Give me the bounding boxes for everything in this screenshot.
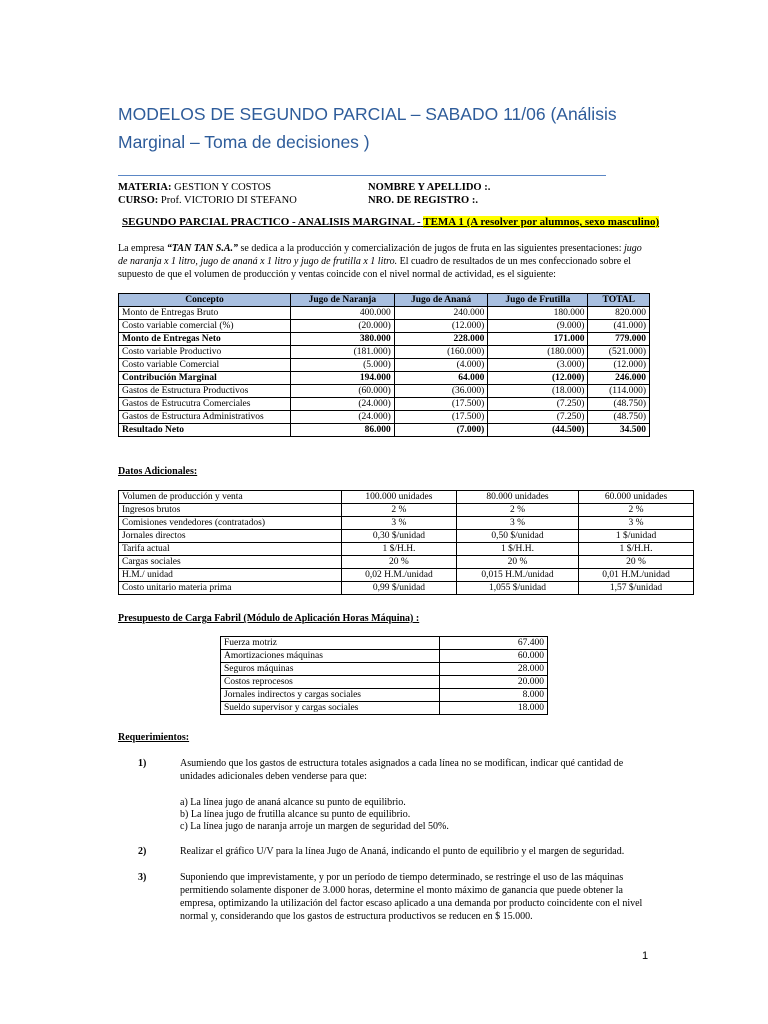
value-cell: 34.500 [588,424,650,437]
label-cell: Comisiones vendedores (contratados) [119,517,342,530]
materia-label: MATERIA: [118,182,172,193]
value-cell: 80.000 unidades [456,491,578,504]
intro-text-1: La empresa [118,243,167,254]
value-cell: (9.000) [488,320,588,333]
value-cell: 1 $/H.H. [456,543,578,556]
table-row [119,359,650,372]
value-cell: (160.000) [394,346,488,359]
table-row [221,650,548,663]
table-row [221,637,548,650]
value-cell: (12.000) [488,372,588,385]
concept-cell: Costo variable Comercial [119,359,291,372]
table-row [119,411,650,424]
value-cell: 171.000 [488,333,588,346]
nombre-label: NOMBRE Y APELLIDO :. [368,182,491,193]
value-cell: (20.000) [291,320,395,333]
value-cell: 1,055 $/unidad [456,582,578,595]
value-cell: 380.000 [291,333,395,346]
value-cell: 240.000 [394,307,488,320]
table-row [119,530,694,543]
req-text: Realizar el gráfico U/V para la línea Jugo de Ananá, indicando el punto de equilibrio y el margen de seguridad. [180,846,625,857]
value-cell: 1,57 $/unidad [579,582,694,595]
label-cell: Seguros máquinas [221,663,440,676]
value-cell: (18.000) [488,385,588,398]
materia-line [118,181,271,194]
concept-cell: Costo variable comercial (%) [119,320,291,333]
subtitle-highlight: TEMA 1 (A resolver por alumnos, sexo masculino) [423,216,660,228]
table-row [119,333,650,346]
datos-table [118,490,694,595]
concept-cell: Gastos de Estructura Administrativos [119,411,291,424]
value-cell: 20 % [342,556,457,569]
amount-cell: 8.000 [440,689,548,702]
value-cell: 0,50 $/unidad [456,530,578,543]
table-row [221,702,548,715]
value-cell: (521.000) [588,346,650,359]
table-row [119,491,694,504]
page-number: 1 [642,950,649,962]
table-row [221,663,548,676]
presupuesto-table [220,636,548,715]
results-header-row [119,294,650,307]
value-cell: (12.000) [394,320,488,333]
concept-cell: Contribución Marginal [119,372,291,385]
intro-text-2: se dedica a la producción y comercialización de jugos de fruta en las siguientes presentaciones: [238,243,624,254]
label-cell: Costos reprocesos [221,676,440,689]
value-cell: 20 % [456,556,578,569]
label-cell: H.M./ unidad [119,569,342,582]
table-row [119,398,650,411]
value-cell: 1 $/H.H. [342,543,457,556]
value-cell: 820.000 [588,307,650,320]
req-subitem: a) La línea jugo de ananá alcance su punto de equilibrio. [180,797,406,808]
header-cell: Jugo de Ananá [394,294,488,307]
header-cell: TOTAL [588,294,650,307]
value-cell: (24.000) [291,411,395,424]
value-cell: 2 % [342,504,457,517]
curso-label: CURSO: [118,195,159,206]
value-cell: 100.000 unidades [342,491,457,504]
table-row [119,569,694,582]
value-cell: 0,99 $/unidad [342,582,457,595]
req-number: 3) [138,872,147,883]
value-cell: 246.000 [588,372,650,385]
table-row [119,517,694,530]
header-cell: Jugo de Naranja [291,294,395,307]
amount-cell: 28.000 [440,663,548,676]
value-cell: 1 $/unidad [579,530,694,543]
product-list: jugo de naranja x 1 litro, jugo de ananá x 1 litro y jugo de frutilla x 1 litro. [118,243,642,267]
value-cell: 1 $/H.H. [579,543,694,556]
amount-cell: 67.400 [440,637,548,650]
value-cell: (114.000) [588,385,650,398]
value-cell: (5.000) [291,359,395,372]
req-text: Asumiendo que los gastos de estructura totales asignados a cada línea no se modifican, indicar qué cantidad de unidades adicionales deben venderse para que: [180,758,624,782]
table-row [119,543,694,556]
label-cell: Tarifa actual [119,543,342,556]
title-divider [118,175,606,176]
table-row [119,346,650,359]
company-name: “TAN TAN S.A.” [166,243,239,254]
table-row [221,676,548,689]
curso-line [118,194,297,207]
value-cell: 20 % [579,556,694,569]
value-cell: 228.000 [394,333,488,346]
value-cell: 194.000 [291,372,395,385]
intro-paragraph [118,242,650,281]
value-cell: 0,01 H.M./unidad [579,569,694,582]
req-text: Suponiendo que imprevistamente, y por un período de tiempo determinado, se restringe el uso de las máquinas permitiendo solamente disponer de 3.000 horas, determine el monto máximo de ganancia que puede obtener la empresa, optimizando la utilización del factor escaso aplicado a una demanda por producto coincidente con el nivel normal y, considerando que los gastos de estructura productivos se reducen en $ 15.000. [180,872,643,922]
label-cell: Sueldo supervisor y cargas sociales [221,702,440,715]
amount-cell: 60.000 [440,650,548,663]
value-cell: (17.500) [394,411,488,424]
header-cell: Concepto [119,294,291,307]
value-cell: (181.000) [291,346,395,359]
value-cell: (24.000) [291,398,395,411]
results-table [118,293,650,437]
label-cell: Fuerza motriz [221,637,440,650]
page-title: MODELOS DE SEGUNDO PARCIAL – SABADO 11/06 (Análisis Marginal – Toma de decisiones ) [118,104,617,152]
value-cell: 0,015 H.M./unidad [456,569,578,582]
value-cell: 60.000 unidades [579,491,694,504]
label-cell: Jornales directos [119,530,342,543]
value-cell: 3 % [342,517,457,530]
value-cell: 400.000 [291,307,395,320]
table-row [119,424,650,437]
req-subitem: b) La línea jugo de frutilla alcance su punto de equilibrio. [180,809,411,820]
value-cell: (44.500) [488,424,588,437]
label-cell: Costo unitario materia prima [119,582,342,595]
curso-value: Prof. VICTORIO DI STEFANO [160,195,297,206]
table-row [119,385,650,398]
label-cell: Ingresos brutos [119,504,342,517]
concept-cell: Monto de Entregas Neto [119,333,291,346]
header-cell: Jugo de Frutilla [488,294,588,307]
concept-cell: Gastos de Estrucutra Comerciales [119,398,291,411]
value-cell: 3 % [456,517,578,530]
value-cell: (36.000) [394,385,488,398]
value-cell: 3 % [579,517,694,530]
subtitle-main: SEGUNDO PARCIAL PRACTICO - ANALISIS MARGINAL - [122,216,421,228]
table-row [119,320,650,333]
value-cell: (60.000) [291,385,395,398]
value-cell: 779.000 [588,333,650,346]
value-cell: (48.750) [588,411,650,424]
value-cell: (12.000) [588,359,650,372]
exam-subtitle [122,216,659,228]
concept-cell: Gastos de Estructura Productivos [119,385,291,398]
presupuesto-title: Presupuesto de Carga Fabril (Módulo de Aplicación Horas Máquina) : [118,613,420,624]
value-cell: 86.000 [291,424,395,437]
label-cell: Volumen de producción y venta [119,491,342,504]
concept-cell: Costo variable Productivo [119,346,291,359]
datos-title: Datos Adicionales: [118,466,198,477]
value-cell: (180.000) [488,346,588,359]
table-row [119,504,694,517]
value-cell: 0,02 H.M./unidad [342,569,457,582]
value-cell: (3.000) [488,359,588,372]
concept-cell: Monto de Entregas Bruto [119,307,291,320]
value-cell: 2 % [456,504,578,517]
concept-cell: Resultado Neto [119,424,291,437]
value-cell: 64.000 [394,372,488,385]
req-subitem: c) La línea jugo de naranja arroje un margen de seguridad del 50%. [180,821,449,832]
amount-cell: 18.000 [440,702,548,715]
requerimientos-title: Requerimientos: [118,732,190,743]
req-number: 2) [138,846,147,857]
amount-cell: 20.000 [440,676,548,689]
table-row [119,372,650,385]
value-cell: (7.000) [394,424,488,437]
value-cell: (7.250) [488,398,588,411]
label-cell: Amortizaciones máquinas [221,650,440,663]
table-row [221,689,548,702]
value-cell: (48.750) [588,398,650,411]
value-cell: 2 % [579,504,694,517]
table-row [119,307,650,320]
table-row [119,556,694,569]
value-cell: 0,30 $/unidad [342,530,457,543]
value-cell: (17.500) [394,398,488,411]
label-cell: Cargas sociales [119,556,342,569]
value-cell: (4.000) [394,359,488,372]
value-cell: (41.000) [588,320,650,333]
req-number: 1) [138,758,147,769]
value-cell: (7.250) [488,411,588,424]
table-row [119,582,694,595]
materia-value: GESTION Y COSTOS [174,182,272,193]
value-cell: 180.000 [488,307,588,320]
label-cell: Jornales indirectos y cargas sociales [221,689,440,702]
registro-label: NRO. DE REGISTRO :. [368,195,478,206]
intro-text-3: El cuadro de resultados de un mes confeccionado sobre el supuesto de que el volumen de producción y ventas coincide con el nivel normal de actividad, es el siguiente: [118,256,631,280]
